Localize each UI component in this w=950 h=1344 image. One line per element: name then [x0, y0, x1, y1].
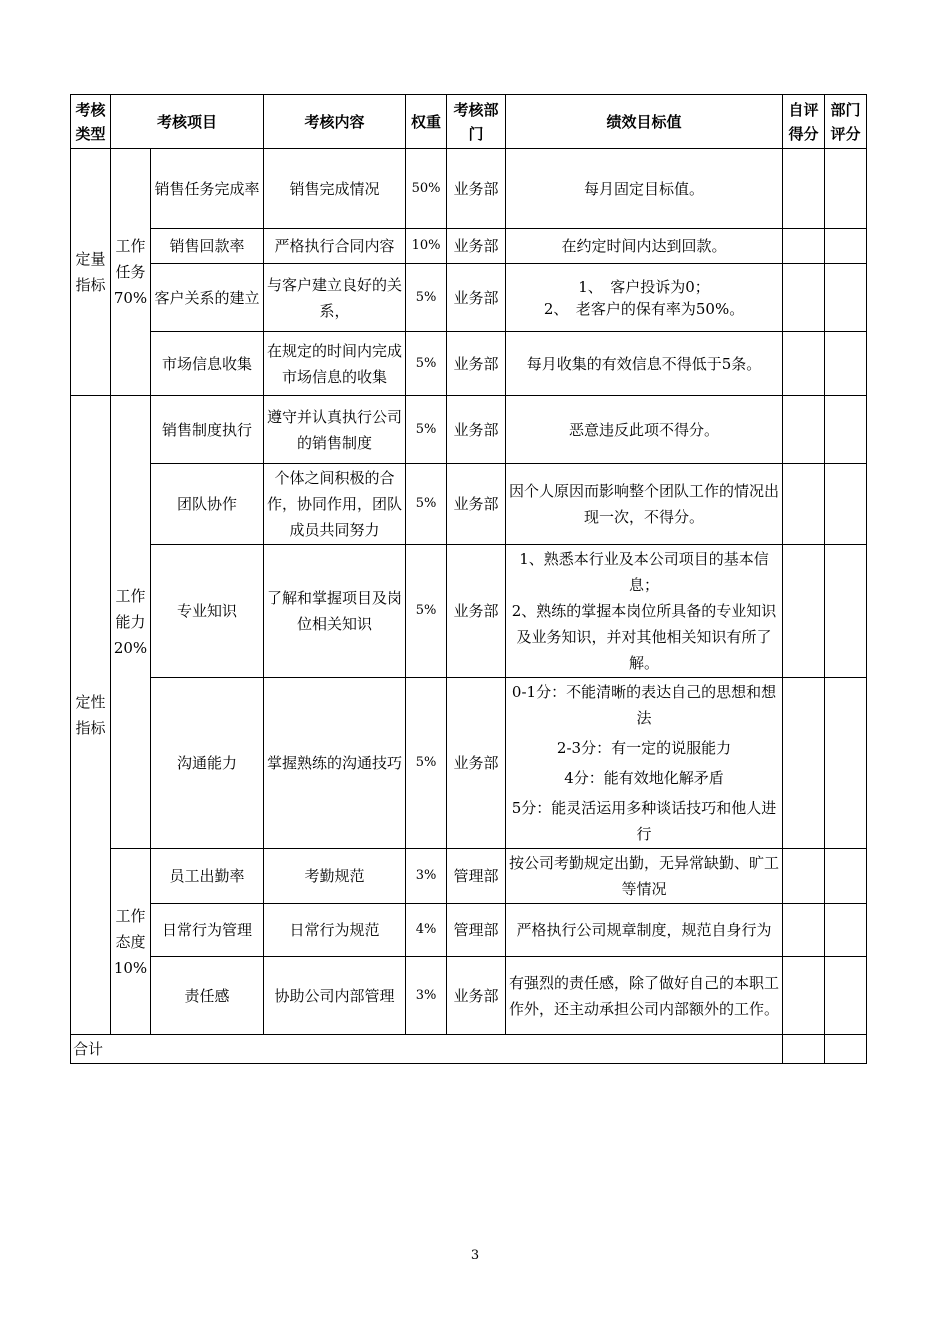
row-content: 个体之间积极的合作，协同作用，团队成员共同努力 [264, 464, 406, 545]
target-line: 5分：能灵活运用多种谈话技巧和他人进行 [511, 799, 777, 843]
table-row [71, 332, 867, 396]
row-dept: 业务部 [447, 264, 506, 332]
row-target [506, 396, 783, 464]
table-row [71, 678, 867, 849]
self-score-cell[interactable] [783, 678, 825, 849]
table-row [71, 396, 867, 464]
row-content: 在规定的时间内完成市场信息的收集 [264, 332, 406, 396]
header-type: 考核类型 [71, 95, 111, 149]
table-row [71, 545, 867, 678]
header-target: 绩效目标值 [506, 95, 783, 149]
row-item: 客户关系的建立 [151, 264, 264, 332]
self-score-cell[interactable] [783, 904, 825, 957]
target-line: 每月固定目标值。 [584, 179, 705, 198]
target-line: 在约定时间内达到回款。 [561, 237, 727, 255]
row-item: 责任感 [151, 957, 264, 1035]
row-target [506, 229, 783, 264]
header-self-score: 自评得分 [783, 95, 825, 149]
dept-score-cell[interactable] [825, 545, 867, 678]
row-item: 市场信息收集 [151, 332, 264, 396]
target-line: 0-1分：不能清晰的表达自己的思想和想法 [511, 683, 777, 727]
row-target [506, 264, 783, 332]
table-row [71, 904, 867, 957]
dept-score-cell[interactable] [825, 904, 867, 957]
dept-score-cell[interactable] [825, 229, 867, 264]
table-row [71, 149, 867, 229]
target-line: 1、 客户投诉为0； [578, 277, 710, 296]
row-weight: 5% [406, 545, 447, 678]
row-weight: 3% [406, 957, 447, 1035]
dept-score-cell[interactable] [825, 332, 867, 396]
self-score-cell[interactable] [783, 849, 825, 904]
row-content: 了解和掌握项目及岗位相关知识 [264, 545, 406, 678]
self-score-cell[interactable] [783, 396, 825, 464]
header-row [71, 95, 867, 149]
row-weight: 50% [406, 149, 447, 229]
kpi-table [70, 94, 867, 1064]
row-dept: 业务部 [447, 678, 506, 849]
dept-score-cell[interactable] [825, 396, 867, 464]
target-line: 1、熟悉本行业及本公司项目的基本信息； [519, 550, 769, 594]
row-item: 销售任务完成率 [151, 149, 264, 229]
row-target [506, 904, 783, 957]
dept-score-cell[interactable] [825, 149, 867, 229]
target-line: 恶意违反此项不得分。 [569, 420, 720, 439]
target-line: 按公司考勤规定出勤，无异常缺勤、旷工等情况 [509, 854, 780, 898]
table-row [71, 264, 867, 332]
row-content: 严格执行合同内容 [264, 229, 406, 264]
row-weight: 5% [406, 332, 447, 396]
dept-score-cell[interactable] [825, 678, 867, 849]
row-weight: 5% [406, 264, 447, 332]
header-item: 考核项目 [111, 95, 264, 149]
row-target [506, 545, 783, 678]
row-content: 与客户建立良好的关系， [264, 264, 406, 332]
self-score-cell[interactable] [783, 957, 825, 1035]
total-row [71, 1035, 867, 1064]
row-item: 专业知识 [151, 545, 264, 678]
table-row [71, 229, 867, 264]
self-score-cell[interactable] [783, 264, 825, 332]
row-item: 日常行为管理 [151, 904, 264, 957]
dept-score-cell[interactable] [825, 264, 867, 332]
row-content: 遵守并认真执行公司的销售制度 [264, 396, 406, 464]
page-number: 3 [470, 1248, 480, 1263]
row-target [506, 332, 783, 396]
target-line: 有强烈的责任感，除了做好自己的本职工作外，还主动承担公司内部额外的工作。 [509, 973, 780, 1018]
row-target [506, 464, 783, 545]
dept-score-cell[interactable] [825, 957, 867, 1035]
self-score-cell[interactable] [783, 229, 825, 264]
target-line: 每月收集的有效信息不得低于5条。 [526, 354, 762, 373]
row-content: 掌握熟练的沟通技巧 [264, 678, 406, 849]
self-score-cell[interactable] [783, 149, 825, 229]
category-qual: 定性指标 [71, 396, 111, 1035]
row-dept: 管理部 [447, 849, 506, 904]
row-target [506, 957, 783, 1035]
row-dept: 业务部 [447, 229, 506, 264]
row-target [506, 678, 783, 849]
row-weight: 10% [406, 229, 447, 264]
row-dept: 业务部 [447, 545, 506, 678]
row-dept: 业务部 [447, 957, 506, 1035]
row-item: 沟通能力 [151, 678, 264, 849]
self-score-total[interactable] [783, 1035, 825, 1064]
row-weight: 5% [406, 678, 447, 849]
self-score-cell[interactable] [783, 464, 825, 545]
row-dept: 管理部 [447, 904, 506, 957]
row-target [506, 849, 783, 904]
row-item: 销售回款率 [151, 229, 264, 264]
group-attitude: 工作态度10% [111, 849, 151, 1035]
total-label: 合计 [71, 1035, 783, 1064]
row-item: 销售制度执行 [151, 396, 264, 464]
dept-score-total[interactable] [825, 1035, 867, 1064]
self-score-cell[interactable] [783, 545, 825, 678]
row-dept: 业务部 [447, 332, 506, 396]
row-weight: 5% [406, 464, 447, 545]
row-dept: 业务部 [447, 464, 506, 545]
row-weight: 4% [406, 904, 447, 957]
row-dept: 业务部 [447, 149, 506, 229]
row-dept: 业务部 [447, 396, 506, 464]
target-line: 2、 老客户的保有率为50%。 [543, 299, 745, 318]
header-weight: 权重 [406, 95, 447, 149]
group-task: 工作任务70% [111, 149, 151, 396]
row-content: 考勤规范 [264, 849, 406, 904]
dept-score-cell[interactable] [825, 849, 867, 904]
table-row [71, 849, 867, 904]
row-weight: 3% [406, 849, 447, 904]
table-row [71, 464, 867, 545]
self-score-cell[interactable] [783, 332, 825, 396]
target-line: 2-3分：有一定的说服能力 [556, 739, 732, 757]
target-line: 因个人原因而影响整个团队工作的情况出现一次，不得分。 [509, 482, 780, 526]
row-item: 员工出勤率 [151, 849, 264, 904]
target-line: 2、熟练的掌握本岗位所具备的专业知识及业务知识，并对其他相关知识有所了解。 [511, 602, 777, 672]
row-content: 协助公司内部管理 [264, 957, 406, 1035]
row-content: 日常行为规范 [264, 904, 406, 957]
row-item: 团队协作 [151, 464, 264, 545]
header-dept-score: 部门评分 [825, 95, 867, 149]
header-dept: 考核部门 [447, 95, 506, 149]
category-quant: 定量指标 [71, 149, 111, 396]
header-content: 考核内容 [264, 95, 406, 149]
table-row [71, 957, 867, 1035]
group-ability: 工作能力20% [111, 396, 151, 849]
row-content: 销售完成情况 [264, 149, 406, 229]
target-line: 严格执行公司规章制度，规范自身行为 [516, 921, 772, 939]
target-line: 4分：能有效地化解矛盾 [564, 769, 724, 787]
row-target [506, 149, 783, 229]
dept-score-cell[interactable] [825, 464, 867, 545]
row-weight: 5% [406, 396, 447, 464]
